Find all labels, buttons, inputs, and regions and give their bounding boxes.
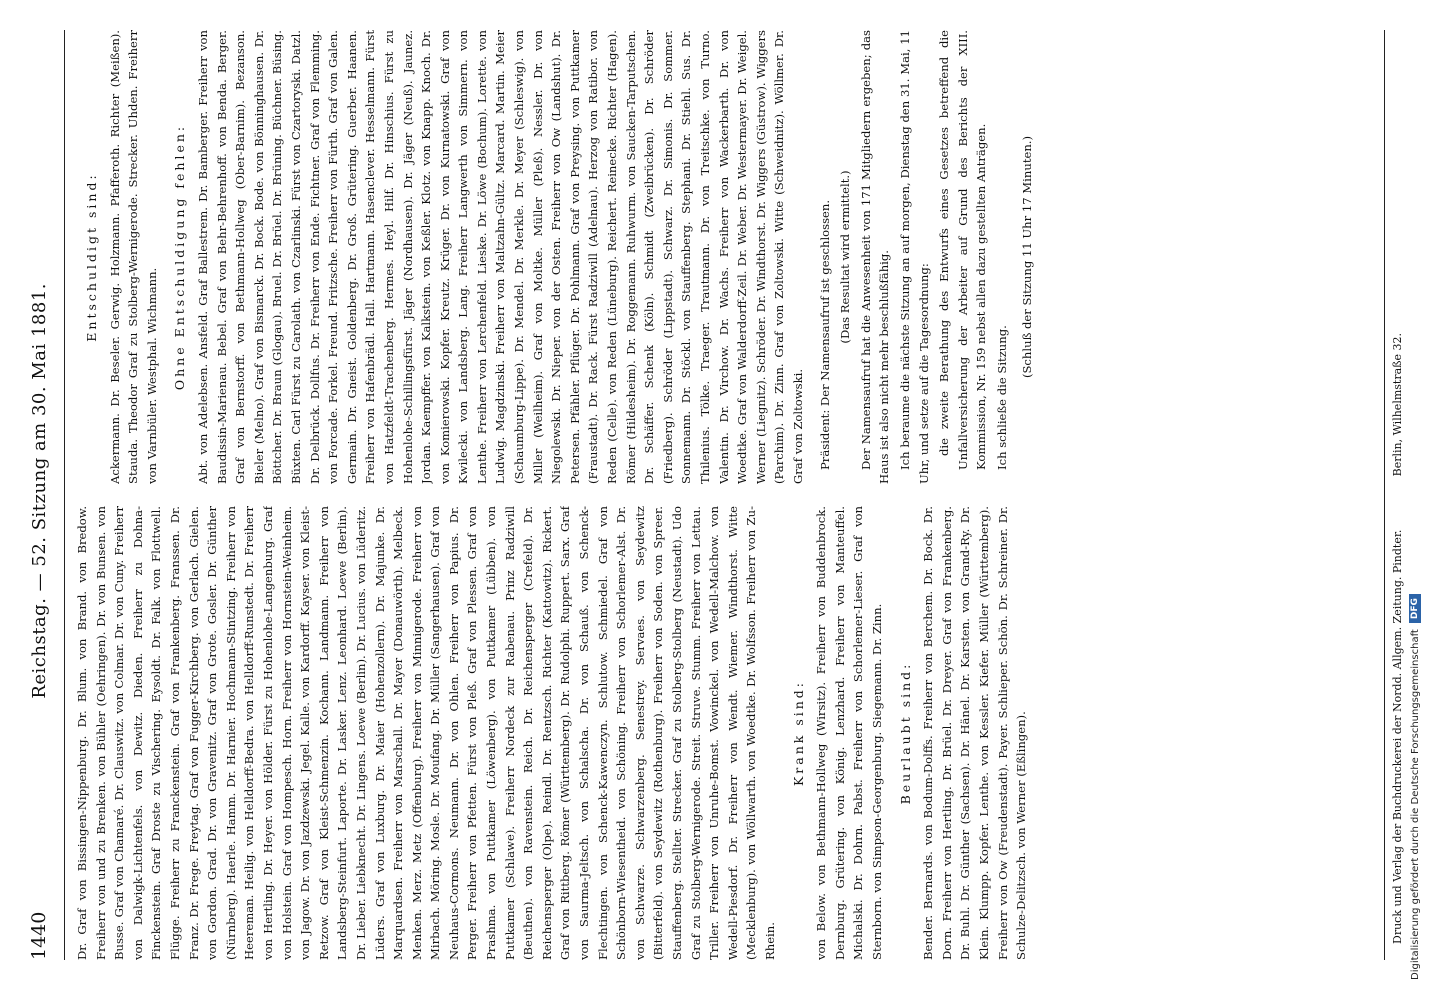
result-note: (Das Resultat wird ermittelt.) bbox=[838, 170, 853, 344]
session-end-note: (Schluß der Sitzung 11 Uhr 17 Minuten.) bbox=[1019, 135, 1034, 379]
attendance-result: Der Namensaufruf hat die Anwesenheit von 171 Mitgliedern ergeben; das Haus ist also nicht mehr beschlußfähig. bbox=[858, 30, 892, 484]
president-statement: Präsident: Der Namensaufruf ist geschlossen. bbox=[817, 199, 832, 470]
section-heading-excused: Entschuldigt sind: bbox=[84, 172, 99, 342]
section-heading-absent-unexcused: Ohne Entschuldigung fehlen: bbox=[172, 123, 188, 391]
next-session-announcement: Ich beraume die nächste Sitzung an auf morgen, Dienstag den 31. Mai, 11 Uhr, und setze auf die Tagesordnung: bbox=[897, 30, 931, 484]
printer-imprint: Druck und Verlag der Buchdruckerei der Nordd. Allgem. Zeitung. Pindter. bbox=[1391, 529, 1404, 944]
section-text-absent-unexcused: Abt. von Adelebsen. Ansfeld. Graf Ballestrem. Dr. Bamberger. Freiherr von Baudissin-Marienau. Bebel. Graf von Behr-Behrenhoff. von Benda. Berger. Graf von Bernstorff. von Bethmann-Hollweg (Ober-Barnim). Bezanson. Bieler (Melno). Graf von Bismarck. Dr. Bock. Bode. von Bönninghausen. Dr. Böttcher. Dr. Braun (Glogau). Bruel. Dr. Brüel. Dr. Brüning. Büchner. Büsing. Büxten. Carl Fürst zu Carolath. von Czarlinski. Fürst von Czartoryski. Datzl. Dr. Delbrück. Dollfus. Dr. Freiherr von Ende. Fichtner. Graf von Flemming. von Forcade. Forkel. Freund. Fritzsche. Freiherr von Fürth. Graf von Galen. Germain. Dr. Gneist. Goldenberg. Dr. Groß. Grütering. Guerber. Haanen. Freiherr von Hafenbrädl. Hall. Hartmann. Hasenclever. Hesselmann. Fürst von Hatzfeldt-Trachenberg. Hermes. Heyl. Hilf. Dr. Hinschius. Fürst zu Hohenlohe-Schillingsfürst. Jäger (Nordhausen). Dr. Jäger (Neuß). Jaunez. Jordan. Kaempffer. von Kalkstein. von Keßler. Klotz. von Knapp. Knoch. Dr. von Komierowski. Kopfer. Kreutz. Krüger. Dr. von Kurnatowski. Graf von Kwilecki. von Landsberg. Lang. Freiherr Langwerth von Simmern. von Lenthe. Freiherr von Lerchenfeld. Lieske. Dr. Löwe (Bochum). Lorette. von Ludwig. Magdzinski. Freiherr von Maltzahn-Gültz. Marcard. Martin. Meier (Schaumburg-Lippe). Dr. Mendel. Dr. Merkle. Dr. Meyer (Schleswig). von Miller (Weilheim). Graf von Moltke. Müller (Pleß). Nessler. Dr. von Niegolewski. Dr. Nieper. von der Osten. Freiherr von Ow (Landshut). Dr. Petersen. Pfähler. Pflüger. Dr. Pohlmann. Graf von Preysing. von Puttkamer (Fraustadt). Dr. Rack. Fürst Radziwill (Adelnau). Herzog von Ratibor. von Reden (Celle). von Reden (Lüneburg). Reichert. Reinecke. Richter (Hagen). Römer (Hildesheim). Dr. Roggemann. Ruhwurm. von Saucken-Tarputschen. Dr. Schäffer. Schenk (Köln). Schmidt (Zweibrücken). Dr. Schröder (Friedberg). Schröder (Lippstadt). Schwarz. Dr. Simonis. Dr. Sommer. Sonnemann. Dr. Stöckl. von Stauffenberg. Stephani. Dr. Stiehl. Sus. Dr. Thilenius. Tölke. Traeger. Trautmann. Dr. von Treitschke. von Turno. Valentin. Dr. Virchow. Dr. Wachs. Freiherr von Wackerbarth. Dr. von Woedtke. Graf von Walderdorff-Zeil. Dr. Weber. Dr. Westermayer. Dr. Weigel. Werner (Liegnitz). Schröder. Dr. Windthorst. Dr. Wiggers (Güstrow). Wiggers (Parchim). Dr. Zinn. Graf von Zoltowski. Witte (Schweidnitz). Wöllmer. Dr. Graf von Zoltowski. bbox=[195, 30, 805, 484]
section-heading-on-leave: Beurlaubt sind: bbox=[897, 661, 913, 805]
column-right bbox=[73, 30, 1343, 484]
section-text-sick: von Below. von Bethmann-Hollweg (Wirsitz). Freiherr von Buddenbrock. Dernburg. Grütering. von König. Lenzhard. Freiherr von Manteuffel. Michalski. Dr. Dohrn. Pabst. Freiherr von Schorlemer-Lieser. Graf von Sternborn. von Simpson-Georgenburg. Siegemann. Dr. Zinn. bbox=[814, 506, 884, 960]
section-text-on-leave: Bender. Bernards. von Bodum-Dolffs. Freiherr von Berchem. Dr. Bock. Dr. Dorn. Freiherr von Hertling. Dr. Brüel. Dr. Dreyer. Graf von Frankenberg. Dr. Buhl. Dr. Günther (Sachsen). Dr. Hänel. Dr. Karsten. von Grand-Ry. Dr. Klein. Klumpp. Kopfer. Lenthe. von Kessler. Kiefer. Müller (Württemberg). Freiherr von Ow (Freudenstadt). Payer. Schlieper. Schön. Dr. Schreiner. Dr. Schulze-Delitzsch. von Werner (Eßlingen). bbox=[921, 506, 1029, 960]
section-heading-sick: Krank sind: bbox=[790, 679, 806, 787]
attendance-list-present: Dr. Graf von Bissingen-Nippenburg. Dr. Blum. von Brand. von Bredow. Freiherr von und zu Brenken. von Bühler (Oehringen). Dr. von Bunsen. von Busse. Graf von Chamaré. Dr. Clauswitz. von Colmar. Dr. von Cuny. Freiherr von Dalwigk-Lichtenfels. von Dewitz. Dieden. Freiherr zu Dohna-Finckenstein. Graf Droste zu Vischering. Eysoldt. Dr. Falk. von Flottwell. Flügge. Freiherr zu Franckenstein. Graf von Frankenberg. Franssen. Dr. Franz. Dr. Frege. Freytag. Graf von Fugger-Kirchberg. von Gerlach. Gielen. von Gordon. Grad. Dr. von Gravenitz. Graf von Grote. Gosler. Dr. Günther (Nürnberg). Haerle. Hamm. Dr. Harnier. Hochmann-Stintzing. Freiherr von Heereman. Heilig. von Helldorff-Bedra. von Helldorff-Runstedt. Dr. Freiherr von Hertling. Dr. Heyer. von Hölder. Fürst zu Hohenlohe-Langenburg. Graf von Holstein. Graf von Hompesch. Horn. Freiherr von Hornstein-Weinheim. von Jagow. Dr. von Jazdzewski. Jegel. Kalle. von Kardorff. Kayser. von Kleist-Retzow. Graf von Kleist-Schmenzin. Kochann. Landmann. Freiherr von Landsberg-Steinfurt. Laporte. Dr. Lasker. Lenz. Leonhard. Loewe (Berlin). Dr. Lieber. Liebknecht. Dr. Lingens. Loewe (Berlin). Dr. Lucius. von Lüderitz. Lüders. Graf von Luxburg. Dr. Maier (Hohenzollern). Dr. Majunke. Dr. Marquardsen. Freiherr von Marschall. Dr. Mayer (Donauwörth). Melbeck. Menken. Merz. Metz (Offenburg). Freiherr von Minnigerode. Freiherr von Mirbach. Möring. Mosle. Dr. Moufang. Dr. Müller (Sangerhausen). Graf von Neuhaus-Cormons. Neumann. Dr. von Ohlen. Freiherr von Papius. Dr. Perger. Freiherr von Pfetten. Fürst von Pleß. Graf von Plessen. Graf von Prashma. von Puttkamer (Löwenberg). von Puttkamer (Lübben). von Puttkamer (Schlawe). Freiherr Nordeck zur Rabenau. Prinz Radziwill (Beuthen). von Ravenstein. Reich. Dr. Reichensperger (Crefeld). Dr. Reichensperger (Olpe). Reindl. Dr. Rentzsch. Richter (Kattowitz). Rickert. Graf von Rittberg. Römer (Württemberg). Dr. Rudolphi. Ruppert. Sarx. Graf von Saurma-Jeltsch. von Schalscha. Dr. von Schauß. von Schenck-Flechtingen. von Schenck-Kawenczyn. Schlutow. Schmiedel. Graf von Schönborn-Wiesentheid. von Schöning. Freiherr von Schorlemer-Alst. Dr. von Schwarze. Schwarzenberg. Senestrey. Servaes. von Seydewitz (Bitterfeld). von Seydewitz (Rothenburg). Freiherr von Soden. von Spreer. Stauffenberg. Stellter. Strecker. Graf zu Stolberg-Stolberg (Neustadt). Udo Graf zu Stolberg-Wernigerode. Streit. Struve. Stumm. Freiherr von Lettau. Triller. Freiherr von Unruhe-Bomst. Vowinckel. von Wedell-Malchow. von Wedell-Piesdorf. Dr. Freiherr von Wendt. Wiemer. Windthorst. Witte (Mecklenburg). von Wöllwarth. von Woedtke. Dr. Wolfsson. Freiherr von Zu-Rhein. bbox=[75, 506, 777, 960]
section-text-excused: Ackermann. Dr. Beseler. Gerwig. Holzmann. Pfafferoth. Richter (Meißen). Stauda. Theodor Graf zu Stolberg-Wernigerode. Strecker. Uhden. Freiherr von Varnbüler. Westphal. Wichmann. bbox=[107, 30, 159, 484]
page-header bbox=[28, 30, 65, 960]
dfg-logo-icon: DFG bbox=[1409, 594, 1421, 623]
agenda-item: die zweite Berathung des Entwurfs eines Gesetzes betreffend die Unfallversicherung der Arbeiter auf Grund des Berichts der XIII. Kommission, Nr. 159 nebst allen dazu gestellten Anträgen. bbox=[937, 30, 989, 470]
page-number: 1440 bbox=[28, 911, 50, 960]
digitization-note bbox=[1402, 40, 1428, 980]
running-title: Reichstag. — 52. Sitzung am 30. Mai 1881. bbox=[29, 283, 50, 699]
text-columns bbox=[73, 30, 1343, 960]
digitization-text: Digitalisierung gefördert durch die Deutsche Forschungsgemeinschaft bbox=[1409, 629, 1421, 980]
digitization-note-inner bbox=[1402, 40, 1428, 980]
page-footer bbox=[1384, 30, 1404, 960]
printer-address: Berlin, Wilhelmstraße 32. bbox=[1391, 333, 1404, 477]
column-left bbox=[73, 506, 1343, 960]
closing-statement: Ich schließe die Sitzung. bbox=[994, 325, 1009, 470]
